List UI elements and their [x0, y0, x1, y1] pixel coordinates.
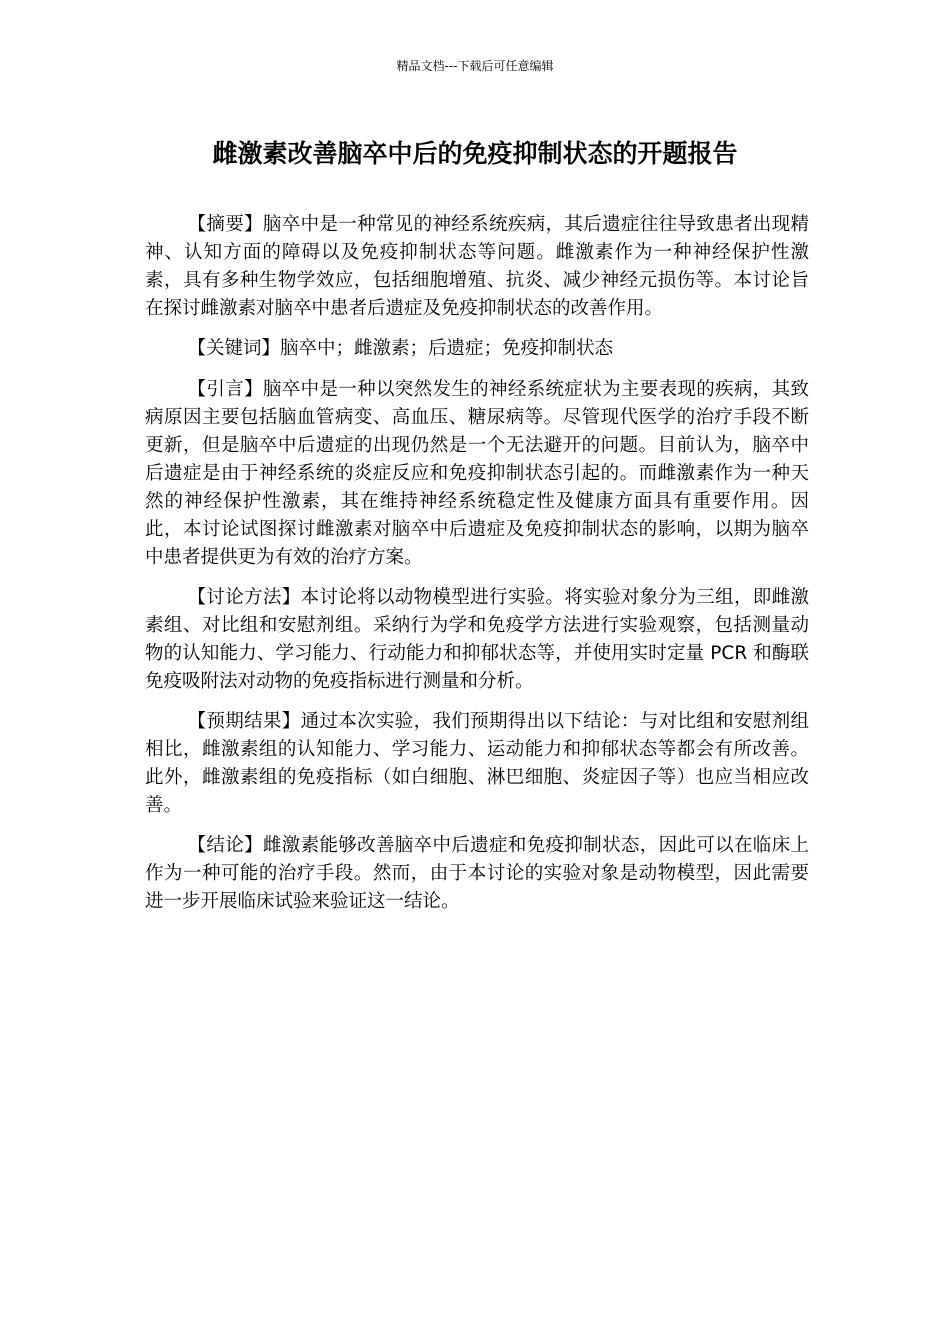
header-note: 精品文档---下载后可任意编辑 [396, 59, 554, 73]
keywords-paragraph: 【关键词】脑卒中；雌激素；后遗症；免疫抑制状态 [187, 338, 614, 359]
document-body [145, 211, 809, 928]
document-title: 雌激素改善脑卒中后的免疫抑制状态的开题报告 [212, 139, 738, 168]
expected-results-paragraph: 【预期结果】通过本次实验，我们预期得出以下结论：与对比组和安慰剂组相比，雌激素组的认知能力、学习能力、运动能力和抑郁状态等都会有所改善。此外，雌激素组的免疫指标（如白细胞、淋巴细胞、炎症因子等）也应当相应改善。 [145, 711, 809, 816]
abstract-paragraph: 【摘要】脑卒中是一种常见的神经系统疾病，其后遗症往往导致患者出现精神、认知方面的障碍以及免疫抑制状态等问题。雌激素作为一种神经保护性激素，具有多种生物学效应，包括细胞增殖、抗炎、减少神经元损伤等。本讨论旨在探讨雌激素对脑卒中患者后遗症及免疫抑制状态的改善作用。 [145, 214, 809, 319]
introduction-paragraph: 【引言】脑卒中是一种以突然发生的神经系统症状为主要表现的疾病，其致病原因主要包括脑血管病变、高血压、糖尿病等。尽管现代医学的治疗手段不断更新，但是脑卒中后遗症的出现仍然是一个无法避开的问题。目前认为，脑卒中后遗症是由于神经系统的炎症反应和免疫抑制状态引起的。而雌激素作为一种天然的神经保护性激素，其在维持神经系统稳定性及健康方面具有重要作用。因此，本讨论试图探讨雌激素对脑卒中后遗症及免疫抑制状态的影响，以期为脑卒中患者提供更为有效的治疗方案。 [145, 379, 809, 568]
conclusion-paragraph: 【结论】雌激素能够改善脑卒中后遗症和免疫抑制状态，因此可以在临床上作为一种可能的治疗手段。然而，由于本讨论的实验对象是动物模型，因此需要进一步开展临床试验来验证这一结论。 [145, 835, 809, 912]
methods-paragraph: 【讨论方法】本讨论将以动物模型进行实验。将实验对象分为三组，即雌激素组、对比组和安慰剂组。采纳行为学和免疫学方法进行实验观察，包括测量动物的认知能力、学习能力、行动能力和抑郁状态等，并使用实时定量 PCR 和酶联免疫吸附法对动物的免疫指标进行测量和分析。 [145, 587, 809, 692]
